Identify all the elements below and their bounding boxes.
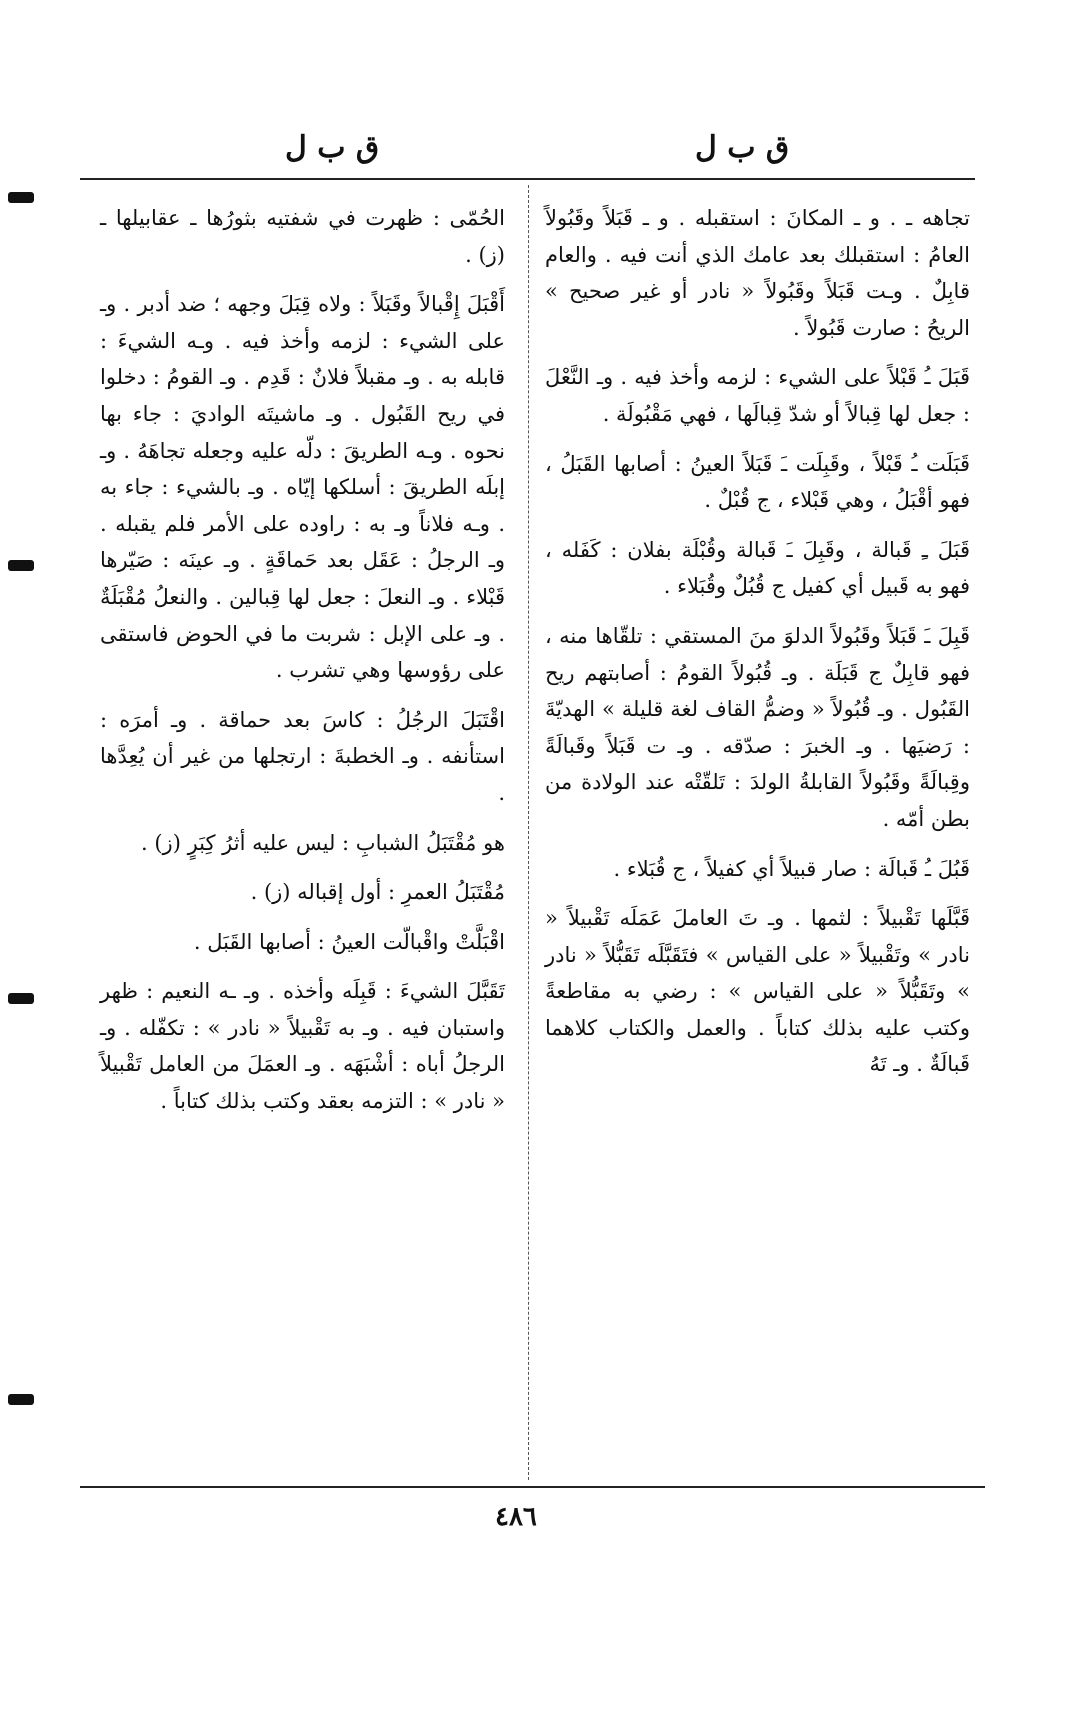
entry: تَقَبَّلَ الشيءَ : قَبِلَه وأخذه . وـ ـه النعيم : ظهر واستبان فيه . وـ به تَقْبيلاً « نادر » : تكفّله . وـ الرجلُ أباه : أشْبَهَه . وـ العمَلَ من العامل تَقْبيلاً « نادر » : التزمه بعقد وكتب بذلك كتاباً . [100, 979, 505, 1114]
left-column [100, 200, 505, 1133]
footer-rule [80, 1486, 985, 1488]
entry: قَبَلَ ـُ قَبْلاً على الشيء : لزمه وأخذ فيه . وـ النَّعْلَ : جعل لها قِبالاً أو شدّ قِبالَها ، فهي مَقْبُولَة . [545, 365, 970, 426]
margin-mark [8, 1394, 34, 1405]
entry: هو مُقْتَبَلُ الشبابِ : ليس عليه أثرُ كِبَرٍ (ز) . [141, 830, 505, 855]
entry: اقْبَلَّتْ واقْبالّت العينُ : أصابها القَبَل . [193, 929, 505, 954]
entry: الحُمّى : ظهرت في شفتيه بثورُها ـ عقابيلها ـ (ز) . [100, 206, 505, 267]
right-column [545, 200, 970, 1096]
header-rule [80, 178, 975, 180]
margin-mark [8, 993, 34, 1004]
entry: اقْتَبَلَ الرجُلُ : كاسَ بعد حماقة . وـ أمرَه : استأنفه . وـ الخطبةَ : ارتجلها من غير أن يُعِدَّها . [100, 707, 505, 805]
entry: تجاهه ـ . و ـ المكانَ : استقبله . و ـ قَبَلاً وقَبُولاً العامُ : استقبلك بعد عامك الذي أنت فيه . والعام قابِلٌ . وـت قَبَلاً وقَبُولاً « نادر أو غير صحيح » الريحُ : صارت قَبُولاً . [545, 206, 970, 340]
entry: قَبَلَت ـُ قَبْلاً ، وقَبِلَت ـَ قَبَلاً العينُ : أصابها القَبَلُ ، فهو أقْبَلُ ، وهي قَبْلاء ، ج قُبْلٌ . [545, 451, 970, 513]
page-number: ٤٨٦ [495, 1502, 537, 1532]
margin-mark [8, 192, 34, 203]
page-header-left: ق ب ل [285, 130, 380, 165]
margin-mark [8, 560, 34, 571]
page-header-right: ق ب ل [695, 130, 790, 165]
entry: أَقْبَلَ إِقْبالاً وقَبَلاً : ولاه قِبَلَ وجهه ؛ ضد أدبر . وـ على الشيء : لزمه وأخذ فيه . وـه الشيءَ : قابله به . وـ مقبلاً فلانٌ : قَدِم . وـ القومُ : دخلوا في ريح القَبُول . وـ ماشيتَه الواديَ : جاء بها نحوه . وـه الطريقَ : دلّه عليه وجعله تجاهَهُ . وـ إبلَه الطريقَ : أسلكها إيّاه . وـ بالشيء : جاء به . وـه فلاناً وـ به : راوده على الأمر فلم يقبله . وـ الرجلُ : عَقَل بعد حَماقَةٍ . وـ عينَه : صَيّرها قَبْلاء . وـ النعلَ : جعل لها قِبالين . والنعلُ مُقْبَلَةٌ . وـ على الإبل : شربت ما في الحوض فاستقى على رؤوسها وهي تشرب . [100, 292, 505, 683]
entry: قَبُلَ ـُ قَبالَة : صار قبيلاً أي كفيلاً ، ج قُبَلاء . [613, 856, 970, 881]
entry: قَبَلَ ـِ قَبالة ، وقَبِلَ ـَ قَبالة وقُبْلَة بفلان : كَفَله ، فهو به قَبيل أي كفيل ج قُبُلٌ وقُبَلاء . [545, 537, 970, 599]
column-divider [528, 185, 529, 1480]
entry: قَبِلَ ـَ قَبَلاً وقَبُولاً الدلوَ منَ المستقي : تلقّاها منه ، فهو قابِلٌ ج قَبَلَة . وـ قُبُولاً القومُ : أصابتهم ريح القَبُول . وـ قُبُولاً « وضمُّ القاف لغة قليلة » الهديّةَ : رَضيَها . وـ الخبرَ : صدّقه . وـ ت قَبَلاً وقَبالَةً وقِبالَةً وقَبُولاً القابلةُ الولدَ : تَلقّتْه عند الولادة من بطن أمّه . [545, 623, 970, 831]
entry: مُقْتَبَلُ العمرِ : أول إقباله (ز) . [250, 880, 505, 905]
entry: قَبَّلَها تَقْبيلاً : لثمها . وـ تَ العاملَ عَمَلَه تَقْبيلاً « نادر » وتَقْبيلاً « على القياس » فتَقَبَّلَه تَقَبُّلاً « نادر » وتَقَبُّلاً « على القياس » : رضي به مقاطعةً وكتب عليه بذلك كتاباً . والعمل والكتاب كلاهما قَبالَةٌ . وـ تَهُ [545, 906, 970, 1077]
